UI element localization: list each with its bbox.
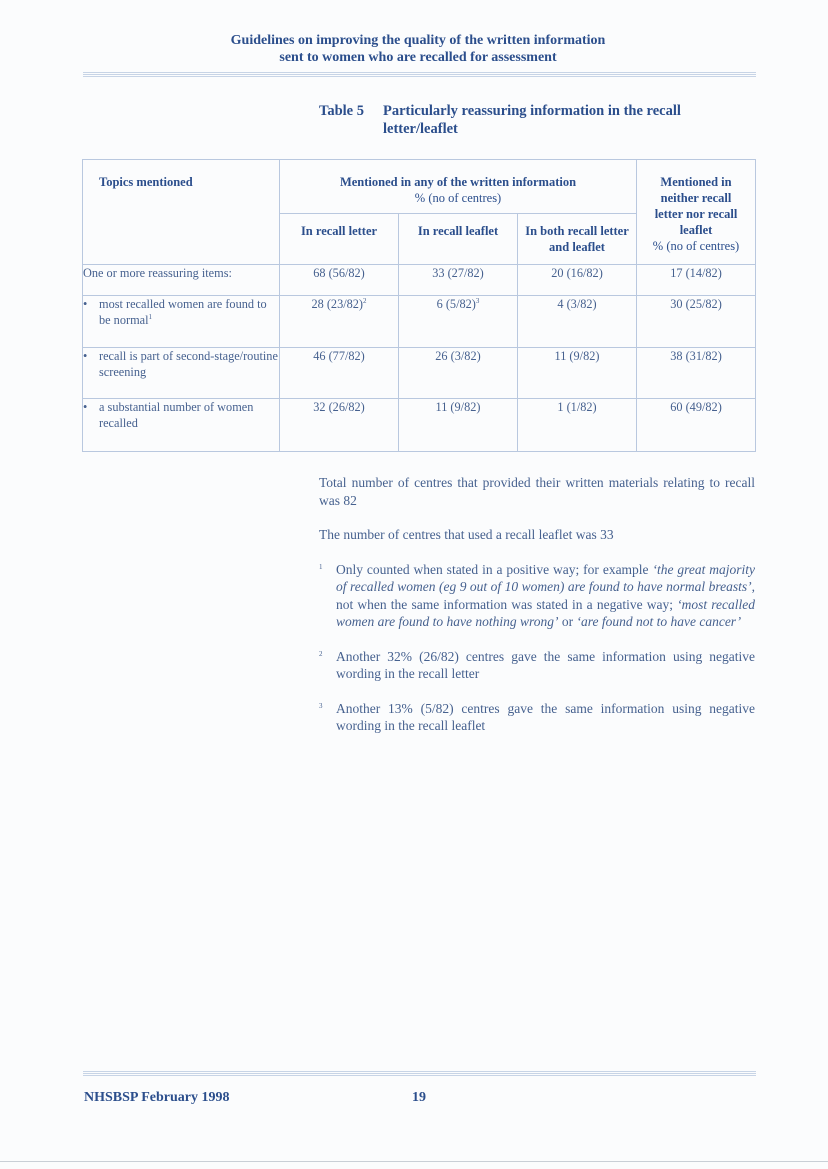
cell-neither: 30 (25/82) bbox=[637, 296, 756, 348]
col-both-header: In both recall letter and leaflet bbox=[518, 214, 637, 265]
footnote-body: Another 32% (26/82) centres gave the same information using negative wording in the recall letter bbox=[336, 648, 755, 681]
row-label: One or more reassuring items: bbox=[83, 265, 280, 296]
table-row bbox=[83, 399, 756, 452]
cell-leaflet: 33 (27/82) bbox=[399, 265, 518, 296]
footnote-3 bbox=[319, 700, 755, 735]
col-topics-header: Topics mentioned bbox=[83, 160, 280, 265]
cell-neither: 38 (31/82) bbox=[637, 348, 756, 399]
bullet-icon: • bbox=[83, 297, 88, 311]
col-group-subtitle: % (no of centres) bbox=[414, 191, 502, 205]
col-group-header bbox=[280, 160, 637, 214]
footnote-mark: 2 bbox=[319, 649, 323, 658]
footer-publication: NHSBSP February 1998 bbox=[84, 1090, 230, 1105]
footnote-ref: 2 bbox=[363, 296, 367, 305]
footnote-1 bbox=[319, 561, 755, 631]
table-title bbox=[319, 102, 759, 138]
cell-letter: 68 (56/82) bbox=[280, 265, 399, 296]
cell-letter: 32 (26/82) bbox=[280, 399, 399, 452]
header-rule bbox=[83, 72, 756, 77]
cell-letter: 46 (77/82) bbox=[280, 348, 399, 399]
footnote-ref: 3 bbox=[475, 296, 480, 305]
quote: ‘most recalled women are found to have nothing wrong’ bbox=[336, 596, 755, 629]
cell-both: 4 (3/82) bbox=[518, 296, 637, 348]
footer-rule bbox=[83, 1071, 756, 1076]
row-label bbox=[83, 348, 280, 399]
footnote-mark: 3 bbox=[319, 701, 323, 710]
row-label-text: recall is part of second-stage/routine screening bbox=[99, 349, 278, 379]
header-line-2: sent to women who are recalled for assessment bbox=[279, 50, 557, 65]
cell-neither: 60 (49/82) bbox=[637, 399, 756, 452]
table-row bbox=[83, 296, 756, 348]
footnote-body: Only counted when stated in a positive way; for example ‘the great majority of recalled women (eg 9 out of 10 women) are found to have normal breasts’, not when the same information was stated in a negative way; ‘most recalled women are found to have nothing wrong’ or ‘are found not to have cancer’ bbox=[336, 561, 755, 629]
header-line-1: Guidelines on improving the quality of the written information bbox=[230, 33, 606, 48]
page-edge-line bbox=[0, 1161, 828, 1162]
col-leaflet-header: In recall leaflet bbox=[399, 214, 518, 265]
cell-leaflet: 6 $(5/82)^3$ bbox=[399, 296, 518, 348]
bullet-icon: • bbox=[83, 349, 88, 363]
table-caption: Particularly reassuring information in the recall letter/leaflet bbox=[383, 103, 681, 137]
cell-both: 11 (9/82) bbox=[518, 348, 637, 399]
col-group-title: Mentioned in any of the written information bbox=[339, 175, 577, 189]
table-notes bbox=[319, 474, 755, 752]
table-row bbox=[83, 265, 756, 296]
page-number: 19 bbox=[412, 1090, 426, 1105]
note-total: Total number of centres that provided their written materials relating to recall was 82 bbox=[319, 475, 755, 508]
reassuring-info-table bbox=[82, 159, 756, 452]
row-label-text: most recalled women are found to be normal bbox=[99, 297, 267, 327]
cell-leaflet: 26 (3/82) bbox=[399, 348, 518, 399]
row-label bbox=[83, 296, 280, 348]
quote: ‘the great majority of recalled women (eg 9 out of 10 women) are found to have normal breasts’ bbox=[336, 561, 755, 594]
col-neither-title: Mentioned in neither recall letter nor recall leaflet bbox=[654, 175, 738, 237]
col-neither-subtitle: % (no of centres) bbox=[652, 239, 740, 253]
cell-neither: 17 (14/82) bbox=[637, 265, 756, 296]
footnote-ref: 1 bbox=[148, 312, 153, 321]
quote: ‘are found not to have cancer’ bbox=[576, 614, 742, 629]
footnote-body: Another 13% (5/82) centres gave the same information using negative wording in the recall leaflet bbox=[336, 700, 755, 733]
cell-both: 20 (16/82) bbox=[518, 265, 637, 296]
table-number: Table 5 bbox=[319, 103, 364, 119]
cell-leaflet: 11 (9/82) bbox=[399, 399, 518, 452]
note-leaflet-count: The number of centres that used a recall leaflet was 33 bbox=[319, 527, 614, 542]
cell-letter: 28 $(23/82)^2$ bbox=[280, 296, 399, 348]
col-neither-header bbox=[637, 160, 756, 265]
bullet-icon: • bbox=[83, 400, 88, 414]
footnote-mark: 1 bbox=[319, 562, 323, 571]
footnote-2 bbox=[319, 648, 755, 683]
col-letter-header: In recall letter bbox=[280, 214, 399, 265]
table-row bbox=[83, 348, 756, 399]
page-header bbox=[0, 32, 828, 66]
row-label-text: a substantial number of women recalled bbox=[99, 400, 254, 430]
row-label bbox=[83, 399, 280, 452]
cell-both: 1 (1/82) bbox=[518, 399, 637, 452]
